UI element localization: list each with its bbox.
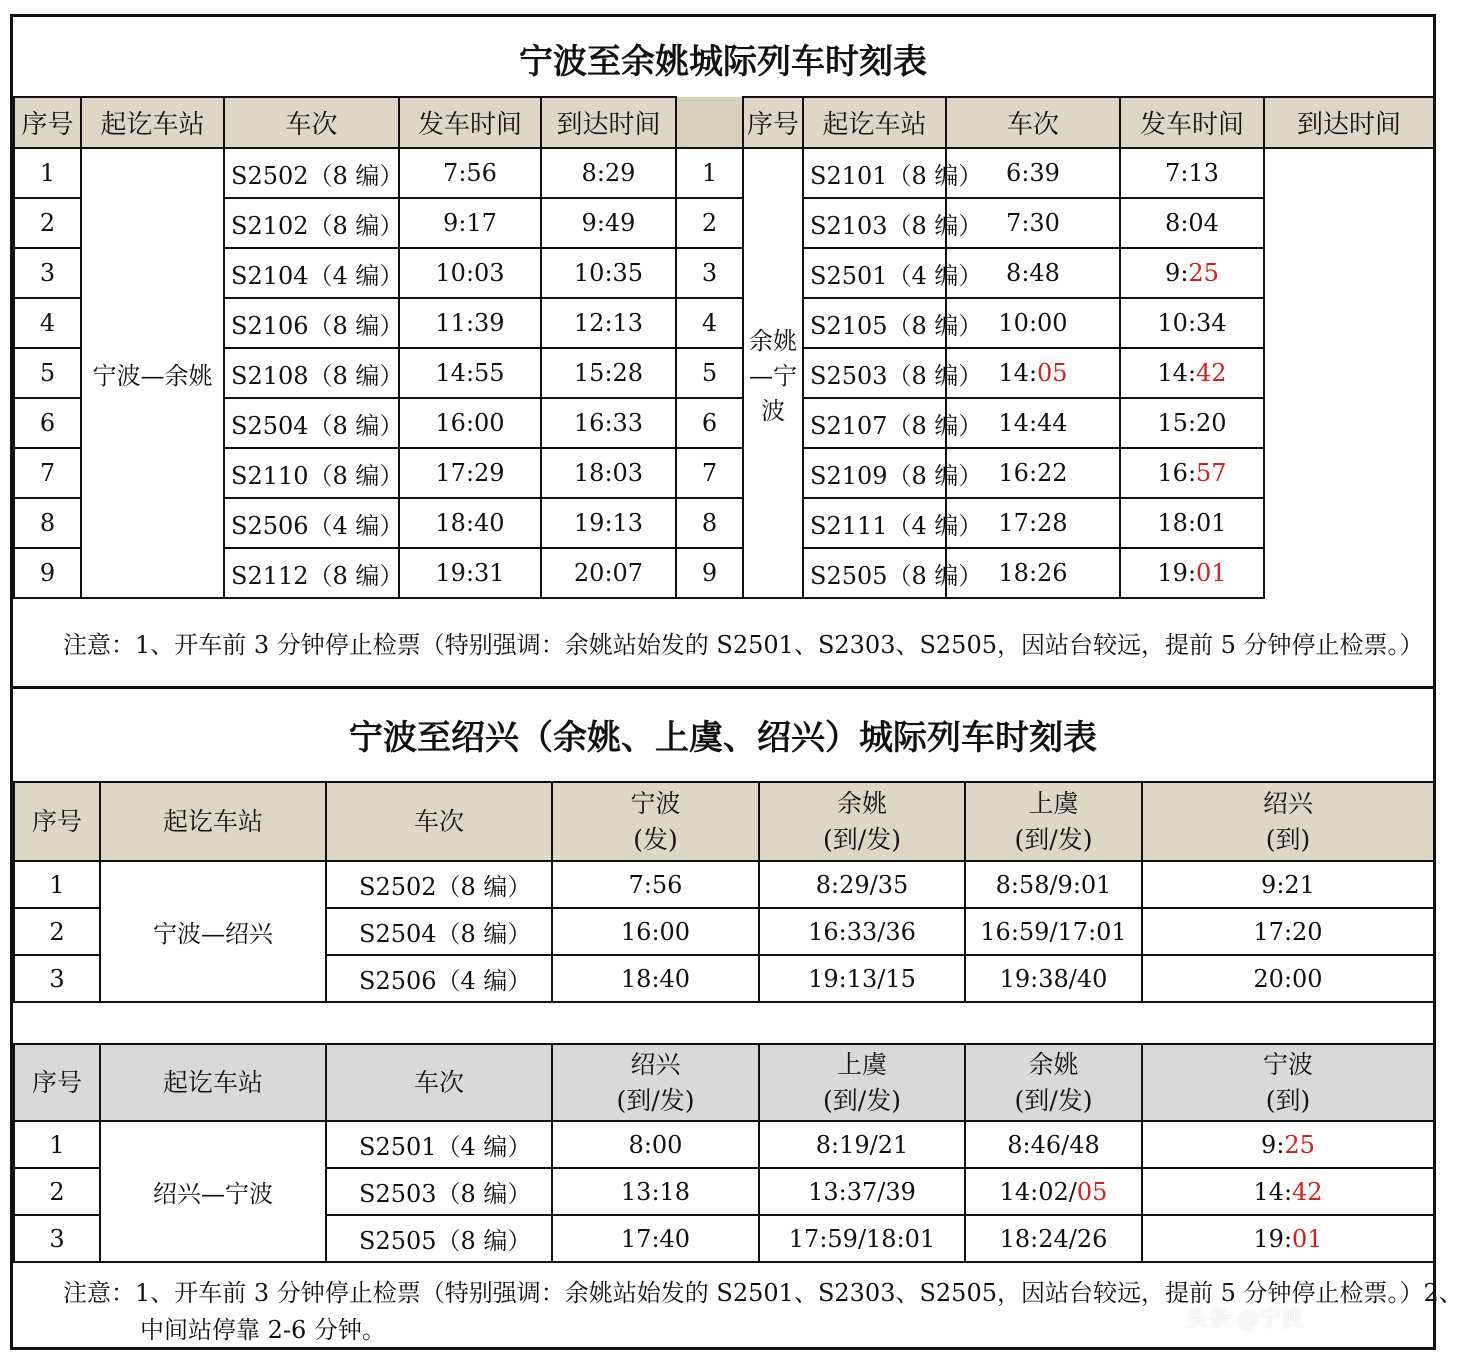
train-cell: S2112（8 编）	[224, 548, 399, 598]
arrival-cell: 15:28	[541, 348, 676, 398]
departure-cell: 9:17	[399, 198, 541, 248]
seq-cell: 6	[676, 398, 743, 448]
section2-note-line1: 注意：1、开车前 3 分钟停止检票（特别强调：余姚站始发的 S2501、S2303、S2505，因站台较远，提前 5 分钟停止检票。）2、	[63, 1279, 1463, 1307]
time-cell	[965, 1168, 1142, 1215]
route-cell: 宁波—绍兴	[100, 861, 326, 1002]
time-cell-changed: 42	[1292, 1177, 1323, 1206]
header-cell	[552, 782, 759, 861]
header-cell	[552, 1044, 759, 1121]
section2-note-line2: 中间站停靠 2-6 分钟。	[140, 1316, 386, 1344]
departure-cell-main: 17:28	[998, 509, 1068, 537]
ningbo-yuyao-table	[13, 96, 1435, 599]
seq-cell: 2	[14, 1168, 100, 1215]
arrival-cell-changed: 01	[1196, 559, 1227, 587]
arrival-cell	[1120, 548, 1264, 598]
header-cell	[759, 782, 965, 861]
train-cell: S2505（8 编）	[803, 548, 946, 598]
header-seq: 序号	[743, 97, 803, 148]
header-label: 序号	[31, 806, 82, 836]
departure-cell: 7:56	[399, 148, 541, 198]
spacer-cell	[14, 1002, 1434, 1044]
header-arrival: 到达时间	[1264, 97, 1434, 148]
header-label: 上虞	[836, 1049, 887, 1079]
arrival-cell-changed: 57	[1196, 459, 1227, 487]
time-cell: 8:29/35	[759, 861, 965, 908]
arrival-cell-main: 16:	[1157, 459, 1197, 487]
header-cell	[326, 1044, 552, 1121]
departure-cell: 14:55	[399, 348, 541, 398]
seq-cell: 2	[14, 198, 81, 248]
header-cell	[326, 782, 552, 861]
train-cell: S2103（8 编）	[803, 198, 946, 248]
header-route: 起讫车站	[803, 97, 946, 148]
arrival-cell: 8:29	[541, 148, 676, 198]
header-train: 车次	[224, 97, 399, 148]
seq-cell: 1	[14, 148, 81, 198]
header-sublabel: (到)	[1265, 1085, 1311, 1115]
train-cell: S2105（8 编）	[803, 298, 946, 348]
header-label: 余姚	[1028, 1049, 1079, 1079]
train-cell: S2506（4 编）	[224, 498, 399, 548]
seq-cell: 7	[676, 448, 743, 498]
arrival-cell	[1120, 498, 1264, 548]
seq-cell: 3	[14, 1215, 100, 1262]
train-cell: S2502（8 编）	[224, 148, 399, 198]
train-cell: S2110（8 编）	[224, 448, 399, 498]
header-sublabel: (到/发)	[1014, 824, 1093, 854]
time-cell	[965, 1215, 1142, 1262]
time-cell	[1142, 1215, 1434, 1262]
time-cell: 17:40	[552, 1215, 759, 1262]
train-cell: S2104（4 编）	[224, 248, 399, 298]
header-label: 绍兴	[1262, 788, 1313, 818]
section2-title: 宁波至绍兴（余姚、上虞、绍兴）城际列车时刻表	[349, 718, 1097, 758]
table-row	[14, 148, 1434, 198]
arrival-cell-main: 7:13	[1165, 159, 1219, 187]
arrival-cell-main: 15:20	[1157, 409, 1227, 437]
arrival-cell: 19:13	[541, 498, 676, 548]
arrival-cell: 18:03	[541, 448, 676, 498]
time-cell	[1142, 955, 1434, 1002]
arrival-cell-main: 18:01	[1157, 509, 1227, 537]
train-cell: S2503（8 编）	[326, 1168, 552, 1215]
train-cell: S2107（8 编）	[803, 398, 946, 448]
train-cell: S2501（4 编）	[326, 1121, 552, 1168]
time-cell-main: 17:20	[1253, 917, 1323, 946]
section1-note: 注意：1、开车前 3 分钟停止检票（特别强调：余姚站始发的 S2501、S2303、S2505，因站台较远，提前 5 分钟停止检票。）	[63, 631, 1424, 659]
seq-cell: 3	[14, 248, 81, 298]
spacer-row	[14, 1002, 1434, 1044]
header-sublabel: (到)	[1265, 824, 1311, 854]
arrival-cell-main: 19:	[1157, 559, 1197, 587]
table-row	[14, 298, 1434, 348]
arrival-cell: 20:07	[541, 548, 676, 598]
departure-cell: 16:00	[399, 398, 541, 448]
header-train: 车次	[946, 97, 1120, 148]
train-cell: S2108（8 编）	[224, 348, 399, 398]
train-cell: S2101（8 编）	[803, 148, 946, 198]
time-cell-main: 19:	[1253, 1224, 1293, 1253]
header-label: 绍兴	[630, 1049, 681, 1079]
train-cell: S2506（4 编）	[326, 955, 552, 1002]
header-sublabel: (到/发)	[823, 824, 901, 854]
departure-cell: 19:31	[399, 548, 541, 598]
time-cell	[965, 1121, 1142, 1168]
route-cell: 绍兴—宁波	[100, 1121, 326, 1262]
header-cell	[1142, 1044, 1434, 1121]
header-cell	[100, 1044, 326, 1121]
time-cell: 13:18	[552, 1168, 759, 1215]
seq-cell: 1	[676, 148, 743, 198]
header-cell	[14, 1044, 100, 1121]
time-cell	[1142, 1168, 1434, 1215]
seq-cell: 9	[676, 548, 743, 598]
departure-cell-changed: 05	[1037, 359, 1068, 387]
departure-cell-main: 14:44	[998, 409, 1068, 437]
departure-cell: 18:40	[399, 498, 541, 548]
table-row	[14, 348, 1434, 398]
departure-cell-main: 16:22	[998, 459, 1068, 487]
table-row	[14, 398, 1434, 448]
section1-title: 宁波至余姚城际列车时刻表	[519, 42, 927, 82]
time-cell-main: 20:00	[1253, 964, 1323, 993]
time-cell: 17:59/18:01	[759, 1215, 965, 1262]
seq-cell: 3	[676, 248, 743, 298]
time-cell-main: 9:	[1261, 1130, 1285, 1159]
time-cell: 8:00	[552, 1121, 759, 1168]
header-route: 起讫车站	[81, 97, 224, 148]
time-cell: 8:58/9:01	[965, 861, 1142, 908]
time-cell-main: 8:46/48	[1007, 1130, 1100, 1159]
ningbo-shaoxing-table	[13, 781, 1435, 1263]
table-row	[14, 861, 1434, 908]
header-label: 宁波	[630, 788, 681, 818]
header-arrival: 到达时间	[541, 97, 676, 148]
departure-cell-main: 7:30	[1006, 209, 1060, 237]
timetable-frame	[10, 14, 1463, 1350]
time-cell: 16:33/36	[759, 908, 965, 955]
seq-cell: 6	[14, 398, 81, 448]
time-cell	[1142, 861, 1434, 908]
time-cell: 7:56	[552, 861, 759, 908]
time-cell-changed: 01	[1292, 1224, 1323, 1253]
seq-cell: 3	[14, 955, 100, 1002]
departure-cell-main: 14:	[998, 359, 1038, 387]
header-cell	[759, 1044, 965, 1121]
header-cell	[14, 782, 100, 861]
arrival-cell-main: 10:34	[1157, 309, 1227, 337]
header-sublabel: (到/发)	[1014, 1085, 1093, 1115]
departure-cell: 17:29	[399, 448, 541, 498]
header-seq: 序号	[14, 97, 81, 148]
route-cell: 余姚—宁波	[743, 148, 803, 598]
arrival-cell	[1120, 198, 1264, 248]
departure-cell: 10:03	[399, 248, 541, 298]
departure-cell: 11:39	[399, 298, 541, 348]
time-cell	[1142, 1121, 1434, 1168]
seq-cell: 2	[676, 198, 743, 248]
header-sublabel: (到/发)	[616, 1085, 695, 1115]
time-cell: 13:37/39	[759, 1168, 965, 1215]
arrival-cell-changed: 42	[1196, 359, 1227, 387]
arrival-cell	[1120, 448, 1264, 498]
table-row	[14, 248, 1434, 298]
train-cell: S2504（8 编）	[326, 908, 552, 955]
time-cell: 16:00	[552, 908, 759, 955]
arrival-cell	[1120, 148, 1264, 198]
header-label: 余姚	[836, 788, 887, 818]
time-cell-main: 14:02/	[999, 1177, 1077, 1206]
header-label: 起讫车站	[162, 806, 263, 836]
header-cell	[965, 782, 1142, 861]
table-row	[14, 548, 1434, 598]
route-cell: 宁波—余姚	[81, 148, 224, 598]
time-cell: 18:40	[552, 955, 759, 1002]
seq-cell: 4	[676, 298, 743, 348]
table-header-row	[14, 782, 1434, 861]
section-divider	[13, 686, 1433, 689]
header-departure: 发车时间	[1120, 97, 1264, 148]
arrival-cell-main: 9:	[1165, 259, 1189, 287]
train-cell: S2503（8 编）	[803, 348, 946, 398]
seq-cell: 7	[14, 448, 81, 498]
arrival-cell: 12:13	[541, 298, 676, 348]
header-cell	[965, 1044, 1142, 1121]
departure-cell-main: 8:48	[1006, 259, 1060, 287]
arrival-cell: 10:35	[541, 248, 676, 298]
column-separator	[676, 97, 743, 148]
table-row	[14, 1121, 1434, 1168]
time-cell: 19:38/40	[965, 955, 1142, 1002]
header-cell	[1142, 782, 1434, 861]
train-cell: S2501（4 编）	[803, 248, 946, 298]
departure-cell-main: 10:00	[998, 309, 1068, 337]
table-row	[14, 448, 1434, 498]
time-cell-main: 18:24/26	[999, 1224, 1108, 1253]
train-cell: S2505（8 编）	[326, 1215, 552, 1262]
header-label: 上虞	[1028, 788, 1079, 818]
table-header-row	[14, 1044, 1434, 1121]
seq-cell: 9	[14, 548, 81, 598]
header-label: 车次	[413, 806, 464, 836]
arrival-cell: 9:49	[541, 198, 676, 248]
arrival-cell-main: 14:	[1157, 359, 1197, 387]
time-cell	[1142, 908, 1434, 955]
seq-cell: 8	[14, 498, 81, 548]
arrival-cell	[1120, 348, 1264, 398]
time-cell: 19:13/15	[759, 955, 965, 1002]
time-cell: 8:19/21	[759, 1121, 965, 1168]
table-header-row	[14, 97, 1434, 148]
train-cell: S2109（8 编）	[803, 448, 946, 498]
seq-cell: 5	[676, 348, 743, 398]
train-cell: S2102（8 编）	[224, 198, 399, 248]
seq-cell: 8	[676, 498, 743, 548]
arrival-cell-main: 8:04	[1165, 209, 1219, 237]
arrival-cell	[1120, 298, 1264, 348]
seq-cell: 4	[14, 298, 81, 348]
header-departure: 发车时间	[399, 97, 541, 148]
header-label: 起讫车站	[162, 1067, 263, 1097]
seq-cell: 1	[14, 861, 100, 908]
header-label: 序号	[31, 1067, 82, 1097]
train-cell: S2502（8 编）	[326, 861, 552, 908]
departure-cell-main: 6:39	[1006, 159, 1060, 187]
train-cell: S2111（4 编）	[803, 498, 946, 548]
train-cell: S2106（8 编）	[224, 298, 399, 348]
table-row	[14, 198, 1434, 248]
arrival-cell	[1120, 398, 1264, 448]
header-sublabel: (到/发)	[823, 1085, 901, 1115]
departure-cell-main: 18:26	[998, 559, 1068, 587]
time-cell-changed: 25	[1284, 1130, 1315, 1159]
watermark-text: 头条 @宁波	[1186, 1307, 1303, 1332]
train-cell: S2504（8 编）	[224, 398, 399, 448]
seq-cell: 5	[14, 348, 81, 398]
seq-cell: 2	[14, 908, 100, 955]
arrival-cell-changed: 25	[1188, 259, 1219, 287]
header-label: 车次	[413, 1067, 464, 1097]
time-cell: 16:59/17:01	[965, 908, 1142, 955]
arrival-cell	[1120, 248, 1264, 298]
time-cell-main: 9:21	[1261, 870, 1315, 899]
time-cell-main: 14:	[1253, 1177, 1293, 1206]
header-sublabel: (发)	[633, 824, 678, 854]
arrival-cell: 16:33	[541, 398, 676, 448]
table-row	[14, 498, 1434, 548]
header-label: 宁波	[1262, 1049, 1313, 1079]
seq-cell: 1	[14, 1121, 100, 1168]
header-cell	[100, 782, 326, 861]
time-cell-changed: 05	[1076, 1177, 1108, 1206]
